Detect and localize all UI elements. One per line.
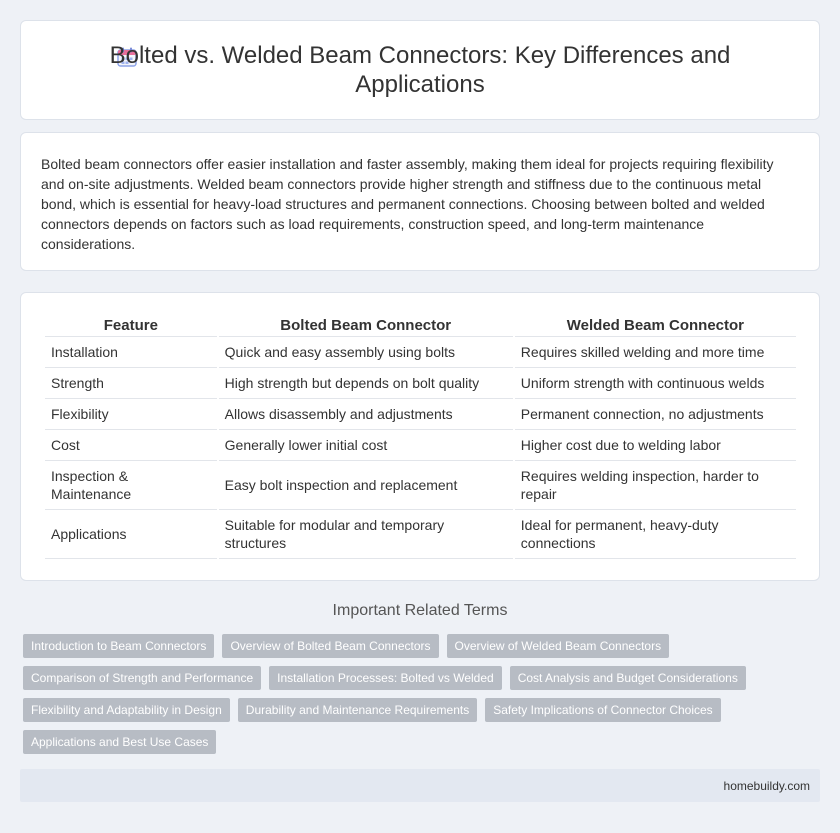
comparison-card <box>20 292 820 581</box>
cell-bolted: High strength but depends on bolt quality <box>219 368 513 399</box>
cell-bolted: Allows disassembly and adjustments <box>219 399 513 430</box>
cell-feature: Inspection & Maintenance <box>45 461 217 510</box>
table-row <box>45 461 796 510</box>
cell-welded: Uniform strength with continuous welds <box>515 368 796 399</box>
footer <box>20 769 820 802</box>
table-row <box>45 430 796 461</box>
table-row <box>45 368 796 399</box>
related-terms-title: Important Related Terms <box>332 602 508 619</box>
cell-welded: Requires skilled welding and more time <box>515 337 796 368</box>
comparison-table <box>43 315 798 559</box>
cell-feature: Installation <box>45 337 217 368</box>
cell-welded: Permanent connection, no adjustments <box>515 399 796 430</box>
table-row <box>45 399 796 430</box>
title-card <box>20 20 820 120</box>
footer-site-link[interactable]: homebuildy.com <box>723 778 810 793</box>
cell-bolted: Quick and easy assembly using bolts <box>219 337 513 368</box>
related-terms-list <box>23 634 823 762</box>
cell-bolted: Generally lower initial cost <box>219 430 513 461</box>
cell-feature: Strength <box>45 368 217 399</box>
cell-welded: Ideal for permanent, heavy-duty connections <box>515 510 796 559</box>
header-welded: Welded Beam Connector <box>515 315 796 337</box>
related-term-tag[interactable]: Durability and Maintenance Requirements <box>238 698 477 722</box>
cell-feature: Cost <box>45 430 217 461</box>
related-term-tag[interactable]: Overview of Bolted Beam Connectors <box>222 634 438 658</box>
related-term-tag[interactable]: Introduction to Beam Connectors <box>23 634 214 658</box>
cell-bolted: Suitable for modular and temporary structures <box>219 510 513 559</box>
cell-feature: Flexibility <box>45 399 217 430</box>
page-title: Bolted vs. Welded Beam Connectors: Key Differences and Applications <box>109 42 731 98</box>
cell-welded: Requires welding inspection, harder to repair <box>515 461 796 510</box>
cell-welded: Higher cost due to welding labor <box>515 430 796 461</box>
table-row <box>45 337 796 368</box>
related-term-tag[interactable]: Applications and Best Use Cases <box>23 730 216 754</box>
related-term-tag[interactable]: Cost Analysis and Budget Considerations <box>510 666 746 690</box>
related-term-tag[interactable]: Safety Implications of Connector Choices <box>485 698 720 722</box>
related-term-tag[interactable]: Comparison of Strength and Performance <box>23 666 261 690</box>
cell-bolted: Easy bolt inspection and replacement <box>219 461 513 510</box>
intro-paragraph: Bolted beam connectors offer easier installation and faster assembly, making them ideal for projects requiring flexibility and on-site adjustments. Welded beam connectors provide higher strength and stiffness due to the continuous metal bond, which is essential for heavy-load structures and permanent connections. Choosing between bolted and welded connectors depends on factors such as load requirements, construction speed, and long-term maintenance considerations. <box>41 156 774 252</box>
intro-card <box>20 132 820 271</box>
header-bolted: Bolted Beam Connector <box>219 315 513 337</box>
related-term-tag[interactable]: Overview of Welded Beam Connectors <box>447 634 670 658</box>
header-feature: Feature <box>45 315 217 337</box>
table-header-row <box>45 315 796 337</box>
table-row <box>45 510 796 559</box>
cell-feature: Applications <box>45 510 217 559</box>
related-term-tag[interactable]: Installation Processes: Bolted vs Welded <box>269 666 502 690</box>
related-term-tag[interactable]: Flexibility and Adaptability in Design <box>23 698 230 722</box>
